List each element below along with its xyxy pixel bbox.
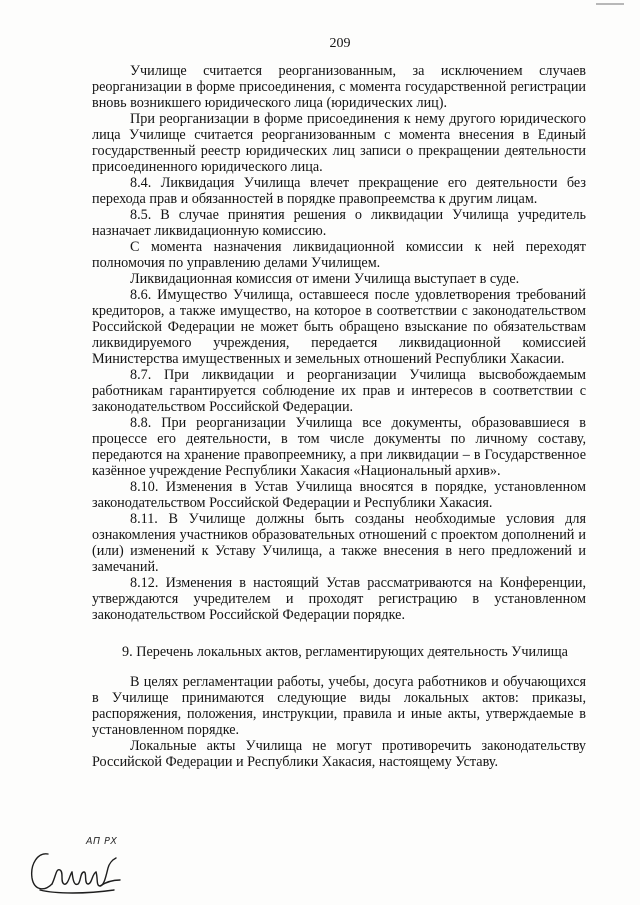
document-body xyxy=(92,63,586,770)
body-paragraph: 8.12. Изменения в настоящий Устав рассматриваются на Конференции, утверждаются учредителем и проходят регистрацию в установленном законодательством Российской Федерации порядке. xyxy=(92,575,586,623)
body-paragraph: 8.5. В случае принятия решения о ликвидации Училища учредитель назначает ликвидационную комиссию. xyxy=(92,207,586,239)
handwritten-signature xyxy=(26,846,126,898)
body-paragraph: 8.6. Имущество Училища, оставшееся после удовлетворения требований кредиторов, а также имущество, на которое в соответствии с законодательством Российской Федерации не может быть обращено взыскание по обязательствам ликвидируемого учреждения, передается ликвидационной комиссией Министерства имущественных и земельных отношений Республики Хакасии. xyxy=(92,287,586,367)
body-paragraph: При реорганизации в форме присоединения к нему другого юридического лица Училище считается реорганизованным с момента внесения в Единый государственный реестр юридических лиц записи о прекращении деятельности присоединенного юридического лица. xyxy=(92,111,586,175)
section-heading: 9. Перечень локальных актов, регламентирующих деятельность Училища xyxy=(122,644,568,660)
body-paragraph: 8.7. При ликвидации и реорганизации Училища высвобождаемым работникам гарантируется соблюдение их прав и интересов в соответствии с законодательством Российской Федерации. xyxy=(92,367,586,415)
body-paragraph: С момента назначения ликвидационной комиссии к ней переходят полномочия по управлению делами Училищем. xyxy=(92,239,586,271)
stamp-mark: АП РХ xyxy=(86,836,118,847)
body-paragraph: 8.10. Изменения в Устав Училища вносятся в порядке, установленном законодательством Российской Федерации и Республики Хакасия. xyxy=(92,479,586,511)
section-paragraph: Локальные акты Училища не могут противоречить законодательству Российской Федерации и Республики Хакасия, настоящему Уставу. xyxy=(92,738,586,770)
scan-edge-mark xyxy=(596,3,624,5)
body-paragraph: 8.4. Ликвидация Училища влечет прекращение его деятельности без перехода прав и обязанностей в порядке правопреемства к другим лицам. xyxy=(92,175,586,207)
page-number: 209 xyxy=(329,36,351,51)
body-paragraph: Училище считается реорганизованным, за исключением случаев реорганизации в форме присоединения, с момента государственной регистрации вновь возникшего юридического лица (юридических лиц). xyxy=(92,63,586,111)
body-paragraph: 8.8. При реорганизации Училища все документы, образовавшиеся в процессе его деятельности, в том числе документы по личному составу, передаются на хранение правопреемнику, а при ликвидации – в Государственное казённое учреждение Республики Хакасия «Национальный архив». xyxy=(92,415,586,479)
body-paragraph: Ликвидационная комиссия от имени Училища выступает в суде. xyxy=(130,271,520,287)
body-paragraph: 8.11. В Училище должны быть созданы необходимые условия для ознакомления участников образовательных отношений с проектом дополнений и (или) изменений к Уставу Училища, а также внесения в него предложений и замечаний. xyxy=(92,511,586,575)
section-paragraph: В целях регламентации работы, учебы, досуга работников и обучающихся в Училище принимаются следующие виды локальных актов: приказы, распоряжения, положения, инструкции, правила и иные акты, утверждаемые в установленном порядке. xyxy=(92,674,586,738)
